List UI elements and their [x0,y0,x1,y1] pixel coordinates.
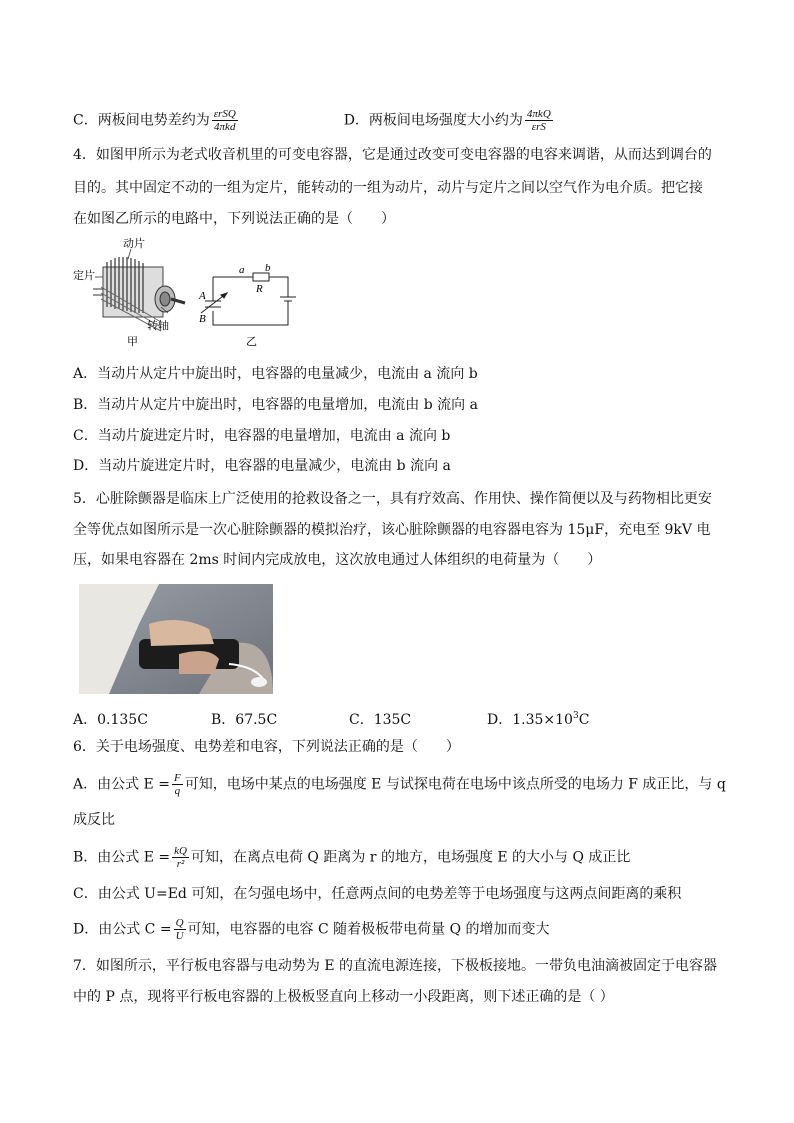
q6-stem: 6．关于电场强度、电势差和电容，下列说法正确的是（ ） [73,739,460,755]
q3-options-cd [73,108,555,133]
q5-options [73,706,589,730]
q5-option-b: B．67.5C [211,711,278,728]
q6-option-d: D．由公式 C = $\frac{Q}{U}$ 可知，电容器的电容 C 随着极板带电荷量 Q 的增加而变大 [73,917,550,942]
label-zhuanzhou: 转轴 [147,319,169,332]
q4-option-a: A．当动片从定片中旋出时，电容器的电量减少，电流由 a 流向 b [73,366,478,382]
q6-option-a: A．由公式 E = $\frac{F}{q}$ 可知，电场中某点的电场强度 E 与试探电荷在电场中该点所受的电场力 F 成正比，与 q [73,772,726,797]
q6-option-c: C．由公式 U=Ed 可知，在匀强电场中，任意两点间的电势差等于电场强度与这两点间距离的乘积 [73,886,682,902]
label-R: R [256,283,263,295]
q4-stem-line3: 在如图乙所示的电路中，下列说法正确的是（ ） [73,211,395,227]
circuit-diagram [201,273,296,325]
q5-stem-line1: 5．心脏除颤器是临床上广泛使用的抢救设备之一，具有疗效高、作用快、操作简便以及与药物相比更安 [73,491,712,507]
q5-option-a: A．0.135C [73,711,148,728]
q4-stem-line1: 4．如图甲所示为老式收音机里的可变电容器，它是通过改变可变电容器的电容来调谐，从而达到调台的 [73,147,712,163]
q5-option-c: C．135C [349,711,412,728]
label-dingpian: 定片 [73,269,95,282]
q3-option-c-text: C．两板间电势差约为 [73,112,210,129]
defibrillator-photo [79,584,273,694]
label-B: B [199,313,206,325]
q7-stem-line1: 7．如图所示，平行板电容器与电动势为 E 的直流电源连接，下极板接地。一带负电油滴被固定于电容器 [73,958,718,974]
q4-figure [73,237,303,347]
q6-option-b: B．由公式 E = $\frac{kQ}{\text{r²}}$ 可知，在离点电荷 Q 距离为 r 的地方，电场强度 E 的大小与 Q 成正比 [73,845,631,870]
label-A: A [199,290,206,302]
label-b: b [265,262,271,274]
q3-option-c-fraction: $\frac{\text{εrSQ}}{\text{4πkd}}$ [213,108,236,133]
q5-stem-line2: 全等优点如图所示是一次心脏除颤器的模拟治疗，该心脏除颤器的电容器电容为 15μF，充电至 9kV 电 [73,522,711,538]
q4-option-d: D．当动片旋进定片时，电容器的电量减少，电流由 b 流向 a [73,458,451,474]
label-a: a [239,264,245,276]
q5-option-d: D．$1.35\times 10^3C$ [487,711,590,728]
q4-option-b: B．当动片从定片中旋出时，电容器的电量增加，电流由 b 流向 a [73,397,478,413]
label-yi: 乙 [246,335,257,347]
q6-option-a-line2: 成反比 [73,812,115,828]
q3-option-d-fraction: $\frac{\text{4πkQ}}{\text{εrS}}$ [526,108,551,133]
q4-stem-line2: 目的。其中固定不动的一组为定片，能转动的一组为动片，动片与定片之间以空气作为电介质。把它接 [73,180,703,196]
q5-stem-line3: 压，如果电容器在 2ms 时间内完成放电，这次放电通过人体组织的电荷量为（ ） [73,552,602,568]
q3-option-d-text: D．两板间电场强度大小约为 [343,112,523,129]
label-jia: 甲 [127,335,138,347]
q4-option-c: C．当动片旋进定片时，电容器的电量增加，电流由 a 流向 b [73,428,451,444]
variable-capacitor-drawing [93,249,185,331]
q7-stem-line2: 中的 P 点，现将平行板电容器的上极板竖直向上移动一小段距离，则下述正确的是（ ） [73,989,614,1005]
label-dongpian: 动片 [123,237,145,250]
